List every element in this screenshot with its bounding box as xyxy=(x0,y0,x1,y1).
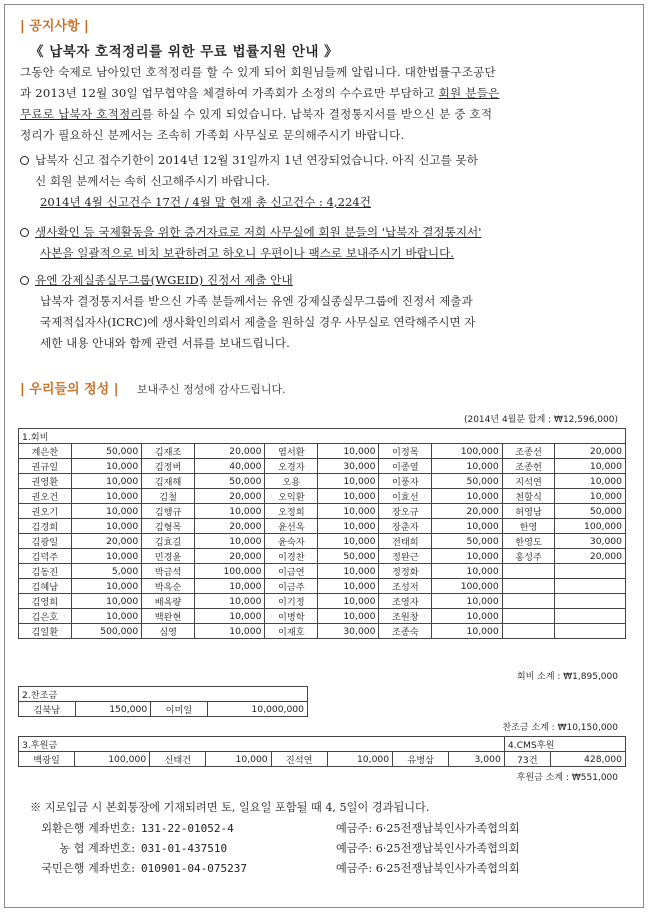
donor-name: 김일환 xyxy=(19,624,72,639)
donor-name: 73건 xyxy=(504,752,550,767)
donation-amount: 10,000 xyxy=(432,489,503,504)
footer-note: ※ 지로입금 시 본회통장에 기재되려면 토, 일요일 포함될 때 4, 5일이 경과됩니다. xyxy=(30,801,430,814)
donor-name: 권영환 xyxy=(19,474,72,489)
table-row xyxy=(19,549,626,564)
donation-amount: 10,000 xyxy=(555,459,626,474)
donor-name xyxy=(502,579,555,594)
table-row xyxy=(19,444,626,459)
donor-name xyxy=(502,594,555,609)
donation-amount: 10,000 xyxy=(432,549,503,564)
donor-name: 한영도 xyxy=(502,534,555,549)
donation-amount xyxy=(555,624,626,639)
donor-name: 권오건 xyxy=(19,489,72,504)
donor-name: 김재해 xyxy=(142,474,195,489)
donation-amount: 20,000 xyxy=(555,549,626,564)
donation-amount: 50,000 xyxy=(555,504,626,519)
membership-table xyxy=(18,428,626,639)
donor-name: 이풍자 xyxy=(379,474,432,489)
donation-amount: 30,000 xyxy=(318,459,379,474)
donor-name: 김북남 xyxy=(19,702,76,717)
donation-amount: 100,000 xyxy=(432,579,503,594)
bank-account-row xyxy=(20,839,640,859)
table-row xyxy=(19,534,626,549)
donation-amount: 50,000 xyxy=(194,474,265,489)
donation-amount: 10,000 xyxy=(71,594,142,609)
donation-amount: 10,000 xyxy=(318,519,379,534)
donation-amount: 10,000 xyxy=(194,609,265,624)
donor-name: 윤선옥 xyxy=(265,519,318,534)
donation-amount: 100,000 xyxy=(432,444,503,459)
donation-amount: 10,000 xyxy=(318,489,379,504)
donor-name: 한영 xyxy=(502,519,555,534)
donor-name: 김정버 xyxy=(142,459,195,474)
donor-name: 천할식 xyxy=(502,489,555,504)
donor-name: 오정희 xyxy=(265,504,318,519)
bank-accounts xyxy=(20,819,640,879)
sponsor-table xyxy=(18,736,626,767)
donation-amount: 428,000 xyxy=(550,752,625,767)
donation-amount: 10,000 xyxy=(555,474,626,489)
grand-total: (2014년 4월분 합계 : ₩12,596,000) xyxy=(463,415,618,425)
account-holder: 예금주: 6·25전쟁납북인사가족협의회 xyxy=(336,862,520,875)
donor-name: 심영 xyxy=(142,624,195,639)
notice-bullet-wgeid: 유엔 강제실종실무그룹(WGEID) 진정서 제출 안내 납북자 결정통지서를 받으신 가족 분들께서는 유엔 강제실종실무그룹에 진정서 제출과 국제적십자사(ICRC)에 생사확인의뢰서 제출을 원하실 경우 사무실로 연락해주시면 자 세한 내용 안내와 함께 관련 서류를 보내드립니다. xyxy=(20,270,635,354)
donation-amount: 10,000 xyxy=(194,624,265,639)
bullet-circle-icon xyxy=(20,228,29,237)
donor-name: 박금석 xyxy=(142,564,195,579)
table-row xyxy=(19,624,626,639)
donations-heading: | 우리들의 정성 | 보내주신 정성에 감사드립니다. xyxy=(20,382,286,397)
donation-amount: 10,000,000 xyxy=(207,702,307,717)
donor-name: 김형목 xyxy=(142,519,195,534)
donor-name: 장춘자 xyxy=(379,519,432,534)
table-row xyxy=(19,504,626,519)
donor-name: 조종숙 xyxy=(379,624,432,639)
table-row xyxy=(19,752,626,767)
donation-amount: 20,000 xyxy=(71,534,142,549)
donation-amount: 10,000 xyxy=(194,579,265,594)
donor-name: 신태건 xyxy=(150,752,206,767)
donor-name: 진석연 xyxy=(271,752,327,767)
donor-name: 김혜남 xyxy=(19,579,72,594)
donor-name: 오경자 xyxy=(265,459,318,474)
account-number: 031-01-437510 xyxy=(141,842,228,855)
donation-amount: 10,000 xyxy=(206,752,271,767)
donor-name: 김철 xyxy=(142,489,195,504)
donation-amount: 10,000 xyxy=(318,534,379,549)
membership-subtotal: 회비 소계 : ₩1,895,000 xyxy=(516,672,618,682)
donation-amount: 10,000 xyxy=(71,609,142,624)
donor-name: 오익환 xyxy=(265,489,318,504)
donation-amount: 20,000 xyxy=(432,504,503,519)
donor-name: 윤숙자 xyxy=(265,534,318,549)
donor-name: 조종선 xyxy=(502,444,555,459)
donor-name: 이정목 xyxy=(379,444,432,459)
donor-name: 김행규 xyxy=(142,504,195,519)
donor-name: 김광일 xyxy=(19,534,72,549)
group-label: 1.회비 xyxy=(19,429,626,444)
donor-name: 김효길 xyxy=(142,534,195,549)
donation-amount: 10,000 xyxy=(71,459,142,474)
donor-name: 이금주 xyxy=(265,579,318,594)
table-row xyxy=(19,702,308,717)
bullet-circle-icon xyxy=(20,156,29,165)
donation-amount: 50,000 xyxy=(318,549,379,564)
donation-amount: 20,000 xyxy=(194,444,265,459)
donor-name: 계은찬 xyxy=(19,444,72,459)
donor-name: 조성저 xyxy=(379,579,432,594)
donor-name: 홍성주 xyxy=(502,549,555,564)
group-label: 3.후원금 xyxy=(19,737,505,752)
donor-name: 김덕주 xyxy=(19,549,72,564)
donation-amount xyxy=(555,594,626,609)
donation-amount: 50,000 xyxy=(432,474,503,489)
table-row xyxy=(19,564,626,579)
sponsor-subtotal: 후원금 소계 : ₩551,000 xyxy=(516,773,618,783)
donation-amount: 10,000 xyxy=(318,594,379,609)
account-number: 131-22-01052-4 xyxy=(141,822,234,835)
donor-name xyxy=(502,609,555,624)
donor-name xyxy=(502,564,555,579)
donation-amount: 5,000 xyxy=(71,564,142,579)
notice-title: 《 납북자 호적정리를 위한 무료 법률지원 안내 》 xyxy=(30,44,339,60)
donor-name: 이미일 xyxy=(151,702,208,717)
donation-amount: 500,000 xyxy=(71,624,142,639)
donor-name: 이병학 xyxy=(265,609,318,624)
donation-amount: 10,000 xyxy=(318,564,379,579)
donation-amount: 20,000 xyxy=(194,549,265,564)
donation-amount: 30,000 xyxy=(318,624,379,639)
bank-name: 농 협 계좌번호: xyxy=(59,842,135,855)
donation-amount: 10,000 xyxy=(71,519,142,534)
donation-amount: 10,000 xyxy=(432,594,503,609)
account-holder: 예금주: 6·25전쟁납북인사가족협의회 xyxy=(336,842,520,855)
support-subtotal: 찬조금 소계 : ₩10,150,000 xyxy=(502,723,618,733)
notice-bullet-deadline: 납북자 신고 접수기한이 2014년 12월 31일까지 1년 연장되었습니다. 아직 신고를 못하 신 회원 분께서는 속히 신고해주시기 바랍니다. 2014년 4월 신고건수 17건 / 4월 말 현재 총 신고건수 : 4,224건 xyxy=(20,150,635,213)
donor-name: 이종열 xyxy=(379,459,432,474)
support-table xyxy=(18,686,308,717)
donation-amount: 40,000 xyxy=(194,459,265,474)
donation-amount: 10,000 xyxy=(71,489,142,504)
donation-amount: 10,000 xyxy=(432,624,503,639)
donor-name: 이재호 xyxy=(265,624,318,639)
donation-amount: 10,000 xyxy=(318,474,379,489)
donor-name: 이금연 xyxy=(265,564,318,579)
donation-amount: 50,000 xyxy=(432,534,503,549)
donation-amount: 10,000 xyxy=(432,459,503,474)
donation-amount: 10,000 xyxy=(318,444,379,459)
donor-name: 장오규 xyxy=(379,504,432,519)
donation-amount: 30,000 xyxy=(555,534,626,549)
donor-name: 염서환 xyxy=(265,444,318,459)
donation-amount: 10,000 xyxy=(71,579,142,594)
donor-name: 김영희 xyxy=(19,594,72,609)
table-row xyxy=(19,474,626,489)
donation-amount: 150,000 xyxy=(75,702,151,717)
donation-amount: 10,000 xyxy=(71,504,142,519)
donation-amount: 10,000 xyxy=(555,489,626,504)
donor-name: 김재조 xyxy=(142,444,195,459)
donor-name: 유병삼 xyxy=(393,752,449,767)
donor-name xyxy=(502,624,555,639)
notice-intro: 그동안 숙제로 남아있던 호적정리를 할 수 있게 되어 회원님들께 알립니다. 대한법률구조공단 과 2013년 12월 30일 업무협약을 체결하여 가족회가 소정의 수수료만 부담하고 회원 분들은 무료로 납북자 호적정리를 하실 수 있게 되었습니다. 납북자 결정통지서를 받으신 분 중 호적 정리가 필요하신 분께서는 조속히 가족회 사무실로 문의해주시기 바랍니다. xyxy=(20,65,500,142)
bank-name: 국민은행 계좌번호: xyxy=(41,862,135,875)
donation-amount: 10,000 xyxy=(71,474,142,489)
donation-amount: 10,000 xyxy=(71,549,142,564)
donation-amount: 20,000 xyxy=(555,444,626,459)
donation-amount: 10,000 xyxy=(318,609,379,624)
donor-name: 권오기 xyxy=(19,504,72,519)
donor-name: 조종헌 xyxy=(502,459,555,474)
table-row xyxy=(19,594,626,609)
donor-name: 김은호 xyxy=(19,609,72,624)
donor-name: 이경찬 xyxy=(265,549,318,564)
donor-name: 김동진 xyxy=(19,564,72,579)
bank-account-row xyxy=(20,859,640,879)
account-holder: 예금주: 6·25전쟁납북인사가족협의회 xyxy=(336,822,520,835)
table-row xyxy=(19,489,626,504)
table-row xyxy=(19,519,626,534)
donor-name: 전태희 xyxy=(379,534,432,549)
donation-amount: 100,000 xyxy=(555,519,626,534)
donor-name: 김경희 xyxy=(19,519,72,534)
donation-amount: 10,000 xyxy=(318,504,379,519)
donation-amount xyxy=(555,579,626,594)
donation-amount: 10,000 xyxy=(432,519,503,534)
donor-name: 조영자 xyxy=(379,594,432,609)
donation-amount: 3,000 xyxy=(449,752,505,767)
donation-amount: 10,000 xyxy=(432,609,503,624)
donation-amount: 10,000 xyxy=(432,564,503,579)
table-row xyxy=(19,579,626,594)
donation-amount: 10,000 xyxy=(318,579,379,594)
bank-name: 외환은행 계좌번호: xyxy=(41,822,135,835)
notice-heading: | 공지사항 | xyxy=(20,19,89,34)
donor-name: 박옥순 xyxy=(142,579,195,594)
bank-account-row xyxy=(20,819,640,839)
donor-name: 조원창 xyxy=(379,609,432,624)
donation-amount: 10,000 xyxy=(194,504,265,519)
donation-amount: 10,000 xyxy=(194,534,265,549)
donation-amount: 50,000 xyxy=(71,444,142,459)
group-label: 4.CMS후원 xyxy=(504,737,625,752)
account-number: 010901-04-075237 xyxy=(141,862,247,875)
donor-name: 이기정 xyxy=(265,594,318,609)
donation-amount: 10,000 xyxy=(327,752,392,767)
donor-name: 배옥량 xyxy=(142,594,195,609)
donor-name: 민경윤 xyxy=(142,549,195,564)
donor-name: 정완근 xyxy=(379,549,432,564)
donor-name: 백광일 xyxy=(19,752,75,767)
donation-amount: 100,000 xyxy=(194,564,265,579)
donor-name: 오용 xyxy=(265,474,318,489)
notice-bullet-certificate: 생사확인 등 국제활동을 위한 증거자료로 저희 사무실에 회원 분들의 '납북자 결정통지서' 사본을 일괄적으로 비치 보관하려고 하오니 우편이나 팩스로 보내주시기 바랍니다. xyxy=(20,222,635,264)
donation-amount: 10,000 xyxy=(194,594,265,609)
group-label: 2.찬조금 xyxy=(19,687,308,702)
donor-name: 이효선 xyxy=(379,489,432,504)
donor-name: 정정화 xyxy=(379,564,432,579)
donor-name: 권규일 xyxy=(19,459,72,474)
bullet-circle-icon xyxy=(20,276,29,285)
donation-amount: 100,000 xyxy=(75,752,150,767)
donor-name: 허영남 xyxy=(502,504,555,519)
table-row xyxy=(19,459,626,474)
donor-name: 지석연 xyxy=(502,474,555,489)
table-row xyxy=(19,609,626,624)
donation-amount xyxy=(555,609,626,624)
donation-amount xyxy=(555,564,626,579)
donation-amount: 20,000 xyxy=(194,519,265,534)
donor-name: 백완현 xyxy=(142,609,195,624)
donation-amount: 20,000 xyxy=(194,489,265,504)
